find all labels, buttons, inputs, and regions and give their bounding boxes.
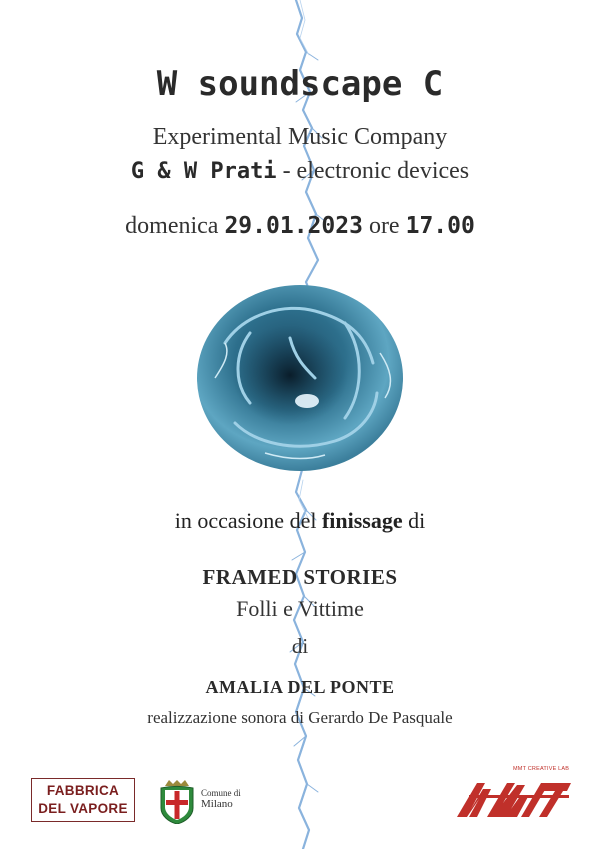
date-prefix: domenica xyxy=(125,213,225,239)
comune-line1: Comune di xyxy=(201,788,241,798)
event-date: 29.01.2023 xyxy=(224,213,363,239)
occasion-line xyxy=(0,508,600,534)
performers-line xyxy=(0,158,600,185)
mmt-logo xyxy=(455,765,573,825)
mmt-creative-lab-label: MMT CREATIVE LAB xyxy=(513,766,570,772)
poster-title: W soundscape C xyxy=(156,64,444,104)
performers-role: - electronic devices xyxy=(276,158,470,184)
date-line xyxy=(0,213,600,240)
fabbrica-line1: FABBRICA xyxy=(46,783,120,798)
fabbrica-del-vapore-logo xyxy=(31,778,135,822)
company-name: Experimental Music Company xyxy=(152,124,448,150)
exhibition-title: FRAMED STORIES xyxy=(202,565,398,589)
orb-artwork-image xyxy=(195,283,405,473)
occasion-prefix: in occasione del xyxy=(174,508,322,533)
comune-line2: Milano xyxy=(201,798,233,810)
occasion-suffix: di xyxy=(402,508,426,533)
event-time: 17.00 xyxy=(405,213,475,239)
fabbrica-line2: DEL VAPORE xyxy=(38,801,128,816)
exhibition-subtitle: Folli e Vittime xyxy=(236,596,364,621)
sound-credit: realizzazione sonora di Gerardo De Pasquale xyxy=(147,708,453,727)
by-word: di xyxy=(291,634,309,658)
time-prefix: ore xyxy=(362,213,406,239)
comune-di-milano-logo-text xyxy=(201,788,241,810)
performers-name: G & W Prati xyxy=(130,159,277,184)
artist-name: AMALIA DEL PONTE xyxy=(205,677,395,697)
occasion-finissage: finissage xyxy=(321,508,403,533)
